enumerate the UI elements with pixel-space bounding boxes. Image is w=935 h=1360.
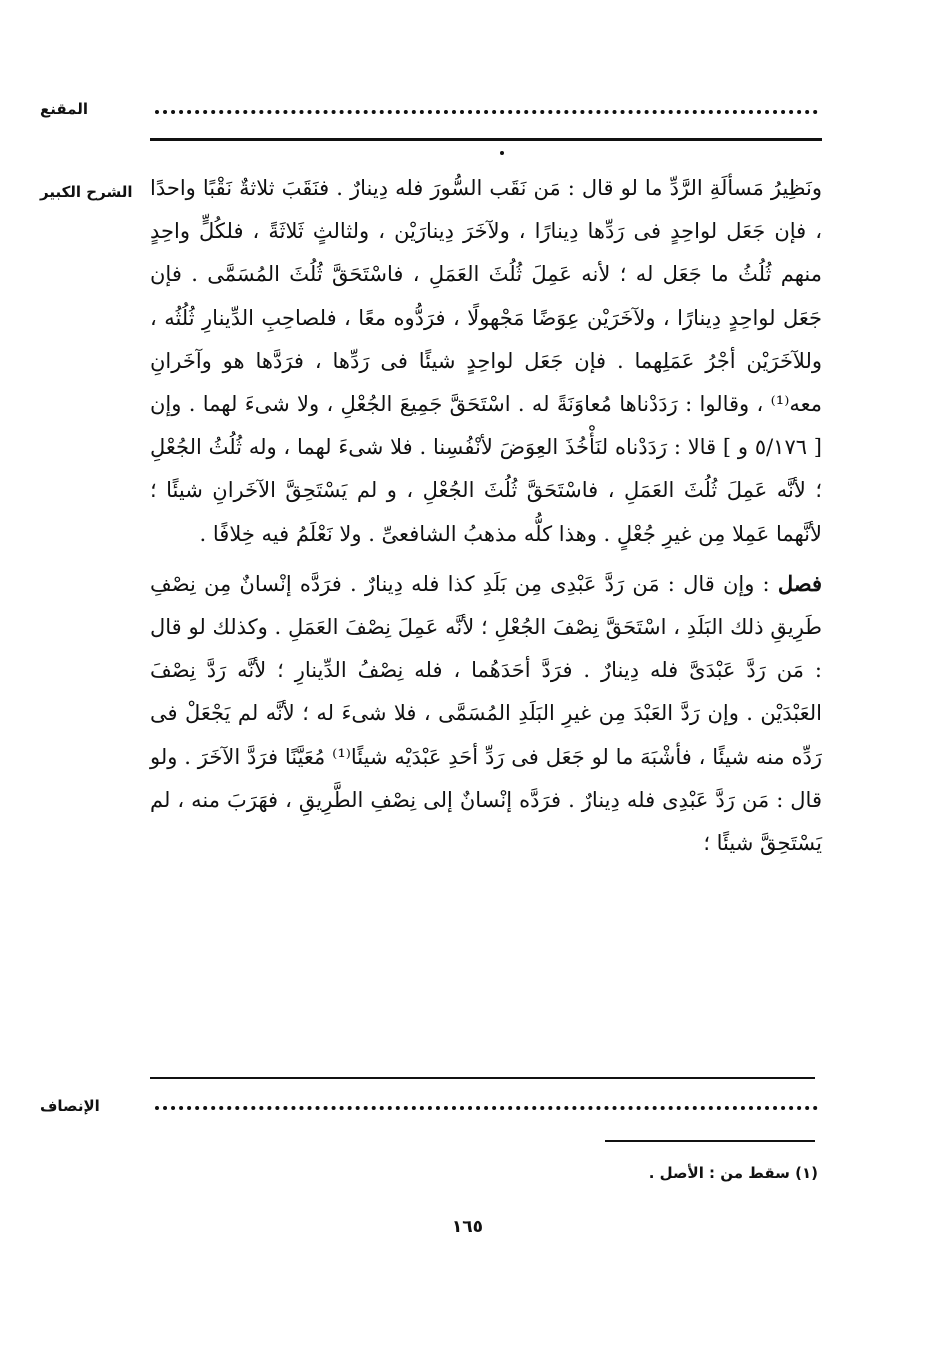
sharh-paragraph-1: ونَظِيرُ مَسألَةِ الرَّدِّ ما لو قال : مَن نَقَب السُّورَ فله دِينارٌ . فنَقَبَ ثلاثةٌ نَقْبًا واحدًا ، فإن جَعَل لواحِدٍ فى رَدِّها دِينارًا ، ولآخَرَ دِينارَيْن ، ولثالثٍ ثَلاثَةً ، فلكُلٍّ واحِدٍ منهم ثُلُثُ ما جَعَل له ؛ لأنه عَمِلَ ثُلُثَ العَمَلِ ، فاسْتَحَقَّ ثُلُثَ المُسَمَّى . فإن جَعَل لواحِدٍ دِينارًا ، ولآخَرَيْن عِوَضًا مَجْهولًا ، فرَدُّوه معًا ، فلصاحِبِ الدِّينارِ ثُلُثُه ، وللآخَرَيْن أجْرُ عَمَلِهما . فإن جَعَل لواحِدٍ شيئًا فى رَدِّها ، فرَدَّها هو وآخَرانِ معه⁽¹⁾ ، وقالوا : رَدَدْناها مُعاوَنَةً له . اسْتَحَقَّ جَمِيعَ الجُعْلِ ، ولا شىءَ لهما . وإن [ ٥/١٧٦ و ] قالا : رَدَدْناه لنَأْخُذَ العِوَضَ لأنْفُسِنا . فلا شىءَ لهما ، وله ثُلُثُ الجُعْلِ ؛ لأنَّه عَمِلَ ثُلُثَ العَمَلِ ، فاسْتَحَقَّ ثُلُثَ الجُعْلِ ، و لم يَسْتَحِقَّ الآخَرانِ شيئًا ؛ لأنَّهما عَمِلا مِن غيرِ جُعْلٍ . وهذا كلُّه مذهبُ الشافعىِّ . ولا نَعْلَمُ فيه خِلافًا . <box>150 176 822 546</box>
footnote-rule <box>605 1140 815 1142</box>
sharh-text <box>150 167 822 865</box>
footnote: (١) سقط من : الأصل . <box>648 1164 818 1182</box>
insaf-dotted-line <box>155 1106 818 1110</box>
fasl-body: : وإن قال : مَن رَدَّ عَبْدِى مِن بَلَدِ كذا فله دِينارٌ . فرَدَّه إنْسانٌ مِن نِصْفِ طَرِيقِ ذلك البَلَدِ ، اسْتَحَقَّ نِصْفَ الجُعْلِ ؛ لأنَّه عَمِلَ نِصْفَ العَمَلِ . وكذلك لو قال : مَن رَدَّ عَبْدَىَّ فله دِينارٌ . فرَدَّ أحَدَهُما ، فله نِصْفُ الدِّينارِ ؛ لأنَّه رَدَّ نِصْفَ العَبْدَيْن . وإن رَدَّ العَبْدَ مِن غيرِ البَلَدِ المُسَمَّى ، فلا شىءَ له ؛ لأنَّه لم يَجْعَلْ فى رَدِّه منه شيئًا ، فأشْبَهَ ما لو جَعَل فى رَدِّ أحَدِ عَبْدَيْه شيئًا⁽¹⁾ مُعَيَّنًا فرَدَّ الآخَرَ . ولو قال : مَن رَدَّ عَبْدِى فله دِينارٌ . فرَدَّه إنْسانٌ إلى نِصْفِ الطَّرِيقِ ، فهَرَبَ منه ، لم يَسْتَحِقَّ شيئًا ؛ <box>150 571 823 856</box>
fasl-heading: فصل <box>777 570 822 596</box>
insaf-label: الإنصاف <box>40 1097 100 1115</box>
sharh-label: الشرح الكبير <box>40 183 133 201</box>
header-rule <box>150 138 822 141</box>
fasl-paragraph <box>150 562 822 865</box>
small-dot-mark <box>500 151 504 155</box>
page-number: ١٦٥ <box>451 1217 484 1237</box>
insaf-rule <box>150 1077 815 1079</box>
muqni-dotted-line <box>155 110 818 114</box>
muqni-label: المقنع <box>40 100 88 118</box>
